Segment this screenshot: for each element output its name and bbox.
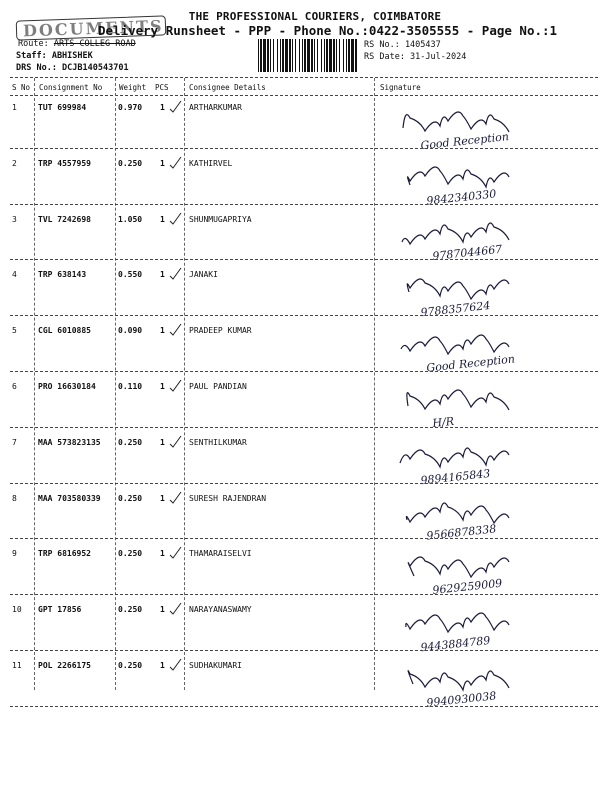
row-divider	[10, 594, 598, 595]
row-divider	[10, 259, 598, 260]
row-sno: 7	[12, 437, 17, 447]
row-consignee: SURESH RAJENDRAN	[189, 493, 267, 503]
table-row	[0, 488, 600, 544]
barcode-bar	[324, 39, 325, 72]
row-consignee: ARTHARKUMAR	[189, 103, 242, 112]
rs-number: RS No.: 1405437	[364, 40, 441, 50]
runsheet-title: Delivery Runsheet - PPP - Phone No.:0422-3505555 - Page No.:1	[98, 23, 558, 38]
row-consignment-no: TUT 699984	[38, 103, 87, 112]
row-weight: 0.110	[118, 382, 143, 391]
row-consignment-no: TRP 6816952	[38, 549, 91, 559]
barcode-bar	[307, 39, 310, 72]
row-sno: 6	[12, 382, 17, 391]
row-weight: 0.970	[118, 103, 143, 112]
row-consignment-no: TRP 638143	[38, 270, 87, 280]
barcode-bar	[302, 39, 303, 72]
check-mark-icon	[168, 322, 182, 336]
handwritten-signature	[380, 432, 598, 488]
row-consignment-no: GPT 17856	[38, 605, 82, 615]
check-mark-icon	[168, 378, 182, 392]
signature-handwriting: 9566878338	[425, 521, 497, 543]
col-header-consignment: Consignment No	[39, 83, 103, 92]
row-pcs: 1	[160, 661, 165, 670]
row-consignment-no: TVL 7242698	[38, 214, 91, 224]
row-consignment-no: TRP 4557959	[38, 158, 91, 168]
signature-handwriting: Good Reception	[425, 352, 516, 375]
handwritten-signature	[380, 153, 598, 209]
barcode-bar	[280, 39, 281, 72]
col-header-pcs: PCS	[155, 83, 169, 92]
row-sno: 10	[12, 605, 22, 615]
row-weight: 0.250	[118, 605, 143, 615]
drs-number: DRS No.: DCJB140543701	[16, 63, 129, 73]
rs-date: RS Date: 31-Jul-2024	[364, 52, 467, 62]
table-row	[0, 264, 600, 320]
row-weight: 0.250	[118, 493, 143, 503]
check-mark-icon	[168, 490, 182, 504]
barcode-bar	[314, 39, 315, 72]
table-row	[0, 320, 600, 376]
table-row	[0, 153, 600, 209]
row-divider	[10, 706, 598, 707]
barcode-bar	[258, 39, 259, 72]
row-sno: 1	[12, 103, 17, 112]
barcode-bar	[329, 39, 332, 72]
table-row	[0, 432, 600, 488]
check-mark-icon	[168, 99, 182, 113]
barcode-bar	[270, 39, 271, 72]
row-sno: 5	[12, 326, 17, 336]
barcode-bar	[282, 39, 284, 72]
row-weight: 0.550	[118, 270, 143, 280]
row-divider	[10, 427, 598, 428]
signature-handwriting: 9940930038	[425, 689, 497, 710]
row-consignment-no: MAA 573823135	[38, 437, 101, 447]
barcode-bar	[355, 39, 357, 72]
row-divider	[10, 538, 598, 539]
table-top-rule	[10, 77, 598, 78]
signature-handwriting: Good Reception	[419, 130, 510, 153]
barcode-bar	[285, 39, 288, 72]
route-label: Route:	[18, 39, 49, 49]
route-value: ARTS COLLEG ROAD	[53, 39, 136, 49]
barcode-bar	[317, 39, 318, 72]
row-pcs: 1	[160, 103, 165, 112]
row-divider	[10, 315, 598, 316]
col-header-signature: Signature	[380, 83, 421, 92]
row-weight: 0.250	[118, 549, 143, 559]
header-rule	[10, 95, 598, 96]
barcode-bar	[311, 39, 313, 72]
rs-info	[364, 39, 466, 63]
barcode-bar	[273, 39, 274, 72]
company-name: THE PROFESSIONAL COURIERS, COIMBATORE	[188, 10, 442, 23]
row-divider	[10, 371, 598, 372]
barcode-bar	[260, 39, 262, 72]
row-consignment-no: PRO 16630184	[38, 382, 96, 391]
table-row	[0, 376, 600, 432]
row-consignment-no: POL 2266175	[38, 661, 91, 670]
check-mark-icon	[168, 545, 182, 559]
handwritten-signature	[380, 599, 598, 655]
handwritten-signature	[380, 97, 598, 153]
row-pcs: 1	[160, 214, 165, 224]
barcode-bar	[348, 39, 350, 72]
check-mark-icon	[168, 434, 182, 448]
row-weight: 1.050	[118, 214, 143, 224]
row-pcs: 1	[160, 158, 165, 168]
row-consignee: PAUL PANDIAN	[189, 382, 247, 391]
row-sno: 2	[12, 158, 17, 168]
row-consignee: JANAKI	[189, 270, 218, 280]
barcode-bar	[277, 39, 278, 72]
barcode-bar	[346, 39, 347, 72]
barcode-bar	[336, 39, 337, 72]
row-weight: 0.250	[118, 437, 143, 447]
handwritten-signature	[380, 488, 598, 544]
route-line	[18, 39, 136, 49]
row-consignee: THAMARAISELVI	[189, 549, 252, 559]
row-sno: 4	[12, 270, 17, 280]
table-row	[0, 599, 600, 655]
check-mark-icon	[168, 601, 182, 615]
row-pcs: 1	[160, 493, 165, 503]
row-consignee: NARAYANASWAMY	[189, 605, 252, 615]
barcode-bar	[304, 39, 306, 72]
handwritten-signature	[380, 543, 598, 599]
handwritten-signature	[380, 209, 598, 265]
handwritten-signature	[380, 376, 598, 432]
col-header-sno: S No	[12, 83, 31, 92]
barcode-bar	[339, 39, 340, 72]
signature-handwriting: 9842340330	[425, 187, 497, 208]
row-pcs: 1	[160, 382, 165, 391]
documents-stamp: DOCUMENTS	[16, 15, 167, 40]
row-weight: 0.090	[118, 326, 143, 336]
barcode-bar	[289, 39, 291, 72]
col-header-weight: Weight	[119, 83, 147, 92]
signature-handwriting: 9787044667	[431, 242, 503, 263]
barcode-bar	[263, 39, 266, 72]
barcode-bar	[351, 39, 354, 72]
row-sno: 3	[12, 214, 17, 224]
barcode-bar	[267, 39, 269, 72]
barcode-bar	[321, 39, 322, 72]
check-mark-icon	[168, 155, 182, 169]
table-row	[0, 209, 600, 265]
barcode-bar	[292, 39, 293, 72]
row-weight: 0.250	[118, 661, 143, 670]
row-consignee: SENTHILKUMAR	[189, 437, 247, 447]
row-divider	[10, 204, 598, 205]
row-consignee: KATHIRVEL	[189, 158, 233, 168]
handwritten-signature	[380, 264, 598, 320]
row-pcs: 1	[160, 549, 165, 559]
row-consignee: SHUNMUGAPRIYA	[189, 214, 252, 224]
row-consignment-no: MAA 703580339	[38, 493, 101, 503]
row-pcs: 1	[160, 437, 165, 447]
row-consignment-no: CGL 6010885	[38, 326, 91, 336]
barcode-bar	[299, 39, 300, 72]
row-consignee: SUDHAKUMARI	[189, 661, 242, 670]
barcode-bar	[326, 39, 328, 72]
row-pcs: 1	[160, 605, 165, 615]
row-sno: 8	[12, 493, 17, 503]
row-sno: 9	[12, 549, 17, 559]
row-divider	[10, 483, 598, 484]
row-pcs: 1	[160, 270, 165, 280]
row-sno: 11	[12, 661, 22, 670]
barcode-bar	[295, 39, 296, 72]
row-divider	[10, 650, 598, 651]
signature-handwriting: 9629259009	[431, 577, 503, 598]
table-row	[0, 655, 600, 711]
row-consignee: PRADEEP KUMAR	[189, 326, 252, 336]
check-mark-icon	[168, 266, 182, 280]
handwritten-signature	[380, 655, 598, 711]
barcode-bar	[343, 39, 344, 72]
col-header-consignee: Consignee Details	[189, 83, 266, 92]
handwritten-signature	[380, 320, 598, 376]
signature-handwriting: 9788357624	[419, 299, 491, 320]
signature-handwriting: 9443884789	[419, 634, 491, 655]
table-row	[0, 543, 600, 599]
check-mark-icon	[168, 657, 182, 671]
barcode-bar	[333, 39, 335, 72]
row-divider	[10, 148, 598, 149]
row-pcs: 1	[160, 326, 165, 336]
row-weight: 0.250	[118, 158, 143, 168]
check-mark-icon	[168, 211, 182, 225]
table-row	[0, 97, 600, 153]
signature-handwriting: 9894165843	[419, 466, 491, 488]
staff-line: Staff: ABHISHEK	[16, 51, 93, 61]
barcode-image	[258, 39, 360, 72]
signature-handwriting: H/R	[431, 414, 455, 430]
